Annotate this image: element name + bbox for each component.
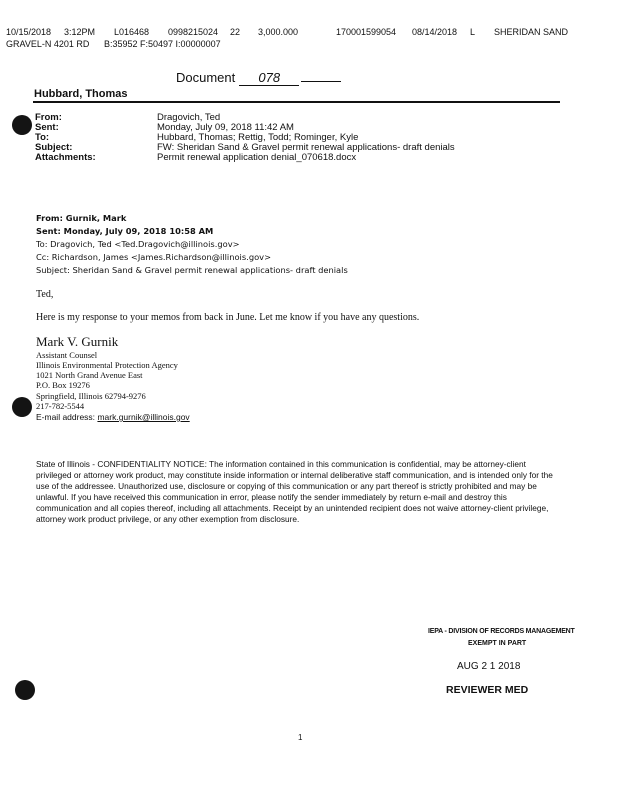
signature-street: 1021 North Grand Avenue East [36, 370, 143, 380]
subject-label: Subject: [35, 142, 73, 153]
fax-site-name: SHERIDAN SAND [494, 27, 569, 37]
sent-label: Sent: [35, 122, 59, 133]
fax-date: 10/15/2018 [6, 27, 52, 37]
signature-title: Assistant Counsel [36, 350, 98, 360]
email-label: E-mail address: [36, 412, 96, 422]
forwarded-cc: Cc: Richardson, James <James.Richardson@illinois.gov> [36, 252, 272, 262]
fax-codes: B:35952 F:50497 I:00000007 [104, 39, 221, 49]
from-value: Dragovich, Ted [157, 112, 221, 123]
records-stamp-date: AUG 2 1 2018 [457, 661, 521, 672]
signature-org: Illinois Environmental Protection Agency [36, 360, 178, 370]
forwarded-subject: Subject: Sheridan Sand & Gravel permit renewal applications- draft denials [36, 265, 348, 275]
signature-email-line [36, 412, 190, 422]
signature-po-box: P.O. Box 19276 [36, 380, 90, 390]
records-stamp-exempt: EXEMPT IN PART [468, 640, 527, 647]
greeting: Ted, [36, 289, 54, 300]
document-stamp-label: Document [176, 70, 236, 85]
fax-site-name-cont: GRAVEL-N 4201 RD [6, 39, 90, 49]
signature-phone: 217-782-5544 [36, 401, 85, 411]
forwarded-sent: Sent: Monday, July 09, 2018 10:58 AM [36, 226, 214, 236]
punch-hole-bottom [15, 680, 35, 700]
mailbox-owner: Hubbard, Thomas [34, 88, 128, 100]
punch-hole-top [12, 115, 32, 135]
fax-number: 170001599054 [336, 27, 397, 37]
fax-doc-id: L016468 [114, 27, 150, 37]
fax-batch: 0998215024 [168, 27, 219, 37]
signature-name: Mark V. Gurnik [36, 334, 119, 349]
punch-hole-middle [12, 397, 32, 417]
fax-due-date: 08/14/2018 [412, 27, 458, 37]
to-value: Hubbard, Thomas; Rettig, Todd; Rominger, Kyle [157, 132, 359, 143]
subject-value: FW: Sheridan Sand & Gravel permit renewal applications- draft denials [157, 142, 455, 153]
fax-sheet: 22 [230, 27, 241, 37]
signature-city: Springfield, Illinois 62794-9276 [36, 391, 146, 401]
email-link[interactable]: mark.gurnik@illinois.gov [97, 412, 190, 422]
header-rule [33, 101, 560, 103]
fax-time: 3:12PM [64, 27, 96, 37]
forwarded-to: To: Dragovich, Ted <Ted.Dragovich@illinois.gov> [36, 239, 240, 249]
page-number: 1 [298, 733, 303, 742]
fax-amount: 3,000.000 [258, 27, 299, 37]
attachments-label: Attachments: [35, 152, 96, 163]
to-label: To: [35, 132, 50, 143]
confidentiality-notice: State of Illinois - CONFIDENTIALITY NOTICE: The information contained in this communication is confidential, may be attorney-client privileged or attorney work product, may constitute inside information or internal deliberative staff communication, and is intended only for the use of the addressee. Unauthorized use, disclosure or copying of this communication or any part thereof is strictly prohibited and may be unlawful. If you have received this communication in error, please notify the sender immediately by return e-mail and destroy this communication and all copies thereof, including all attachments. Receipt by an unintended recipient does not waive attorney-client privilege, attorney work product privilege, or any other exemption from disclosure. [36, 459, 553, 524]
from-label: From: [35, 112, 62, 123]
attachments-value: Permit renewal application denial_070618.docx [157, 152, 357, 163]
records-stamp-division: IEPA - DIVISION OF RECORDS MANAGEMENT [428, 628, 575, 635]
fax-flag: L [470, 27, 476, 37]
sent-value: Monday, July 09, 2018 11:42 AM [157, 122, 294, 133]
document-stamp-number: 078 [239, 70, 299, 86]
body-text: Here is my response to your memos from back in June. Let me know if you have any questions. [36, 312, 420, 323]
records-stamp-reviewer: REVIEWER MED [446, 684, 529, 696]
document-stamp [176, 70, 341, 86]
forwarded-from: From: Gurnik, Mark [36, 213, 127, 223]
